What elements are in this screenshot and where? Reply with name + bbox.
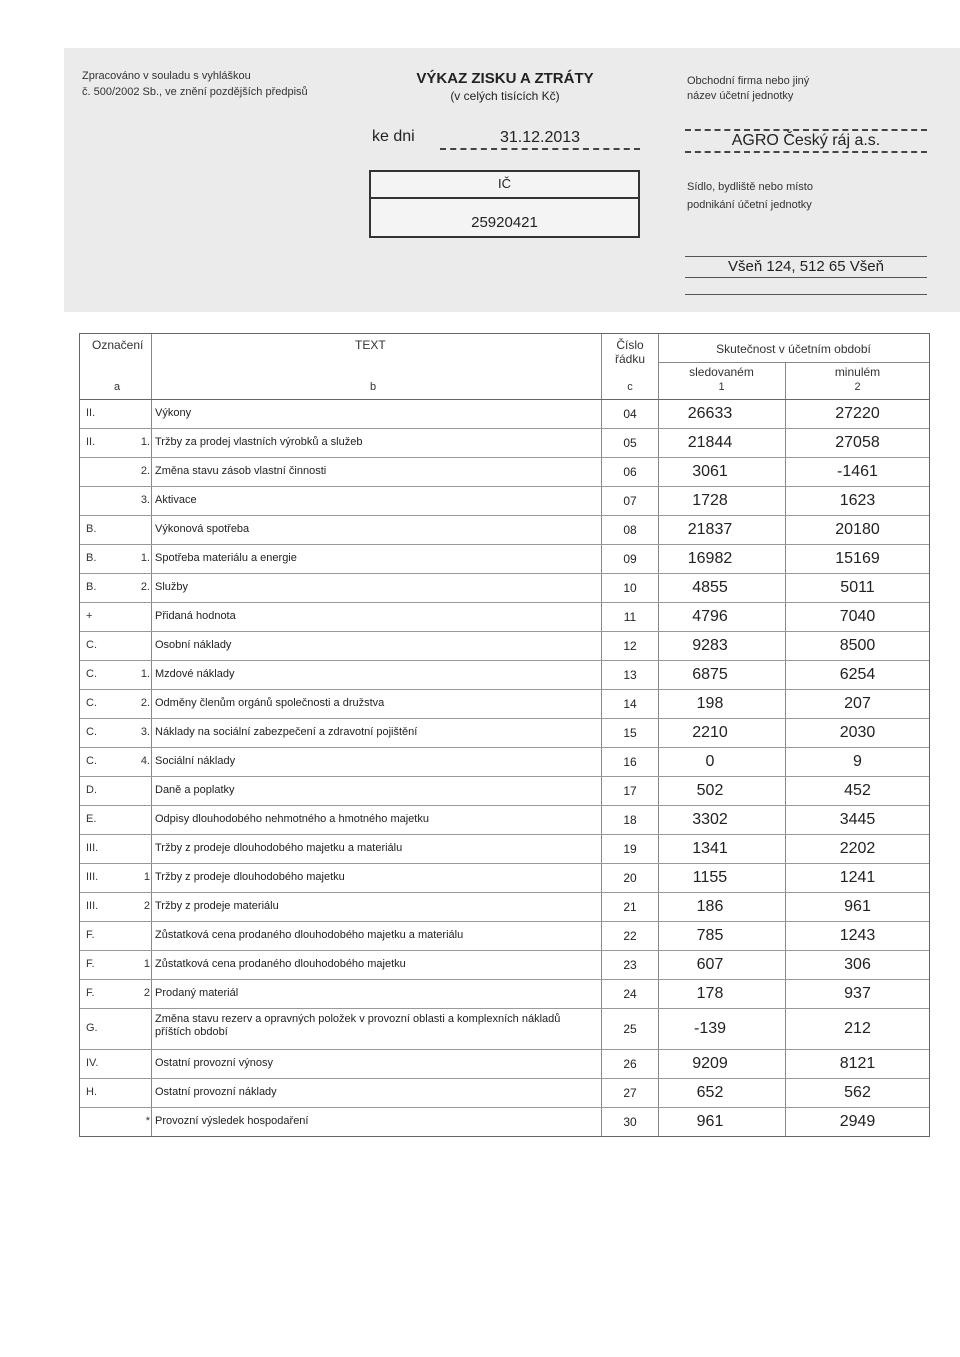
row-code-number: 2 [143,987,150,999]
legal-note [82,68,308,100]
col-header-sledovanem: sledovaném [689,365,754,379]
row-line-number: 27 [623,1086,637,1100]
table-row [80,574,929,603]
row-code-letter: F. [86,929,95,941]
row-code-number: 2. [140,581,150,593]
row-current-value: 16982 [687,550,733,567]
row-line-number: 11 [623,610,637,624]
row-line-number: 22 [623,929,637,943]
table-row [80,777,929,806]
row-code-number: 3. [140,726,150,738]
row-line-number: 05 [623,436,637,450]
row-code-letter: F. [86,958,95,970]
row-text: Tržby z prodeje materiálu [155,900,279,912]
row-current-value: 607 [696,956,724,973]
column-divider [151,574,152,602]
row-text: Daně a poplatky [155,784,235,796]
row-text: Změna stavu zásob vlastní činnosti [155,465,327,477]
row-code-letter: H. [86,1086,97,1098]
row-code-number: 1. [140,552,150,564]
row-previous-value: 5011 [840,579,875,596]
row-text: Prodaný materiál [155,987,239,999]
row-current-value: 0 [705,753,715,770]
firm-name-label-line1: Obchodní firma nebo jiný [687,75,810,87]
row-line-number: 07 [623,494,637,508]
column-divider [151,806,152,834]
row-text: Mzdové náklady [155,668,235,680]
row-code-letter: C. [86,755,97,767]
row-code-number: 2. [140,697,150,709]
income-statement-table [79,333,930,1137]
table-row [80,516,929,545]
row-code-letter: E. [86,813,97,825]
row-code-letter: II. [86,407,96,419]
row-code-number: 1 [143,958,150,970]
row-text: Aktivace [155,494,197,506]
column-divider [151,777,152,805]
row-code-letter: C. [86,639,97,651]
table-row [80,951,929,980]
column-divider [151,545,152,573]
table-row [80,545,929,574]
row-line-number: 25 [623,1022,637,1036]
row-line-number: 08 [623,523,637,537]
table-row [80,806,929,835]
column-divider [151,516,152,544]
row-previous-value: 9 [853,753,862,770]
table-row [80,835,929,864]
row-line-number: 09 [623,552,637,566]
row-text: Zůstatková cena prodaného dlouhodobého majetku [155,958,406,970]
row-text: Výkony [155,407,192,419]
firm-name-label-line2: název účetní jednotky [687,90,794,102]
row-current-value: 1155 [692,869,728,886]
legal-note-line2: č. 500/2002 Sb., ve znění pozdějších předpisů [82,86,308,98]
table-row [80,748,929,777]
row-text: Přidaná hodnota [155,610,236,622]
row-previous-value: 1241 [839,869,876,886]
row-text: Sociální náklady [155,755,236,767]
row-code-letter: D. [86,784,97,796]
row-previous-value: 937 [844,985,871,1002]
table-row [80,487,929,516]
header-divider [151,334,152,399]
ic-divider [371,197,638,199]
column-divider [151,603,152,631]
row-code-number: 2. [140,465,150,477]
row-previous-value: 27220 [835,405,880,422]
row-previous-value: 15169 [835,550,880,567]
seat-underline [685,294,927,295]
row-current-value: 186 [696,898,724,915]
date-label: ke dni [372,128,415,145]
row-text: Tržby z prodeje dlouhodobého majetku a materiálu [155,842,403,854]
row-current-value: 4796 [692,608,728,625]
row-current-value: 198 [696,695,724,712]
seat-label-line2: podnikání účetní jednotky [687,199,812,211]
row-text: Provozní výsledek hospodaření [155,1115,309,1127]
col-header-text: TEXT [355,338,386,352]
row-current-value: 26633 [687,405,733,422]
table-header [80,334,929,400]
row-text: Odpisy dlouhodobého nehmotného a hmotného majetku [155,813,429,825]
row-current-value: 3302 [692,811,728,828]
table-row [80,1009,929,1050]
row-current-value: 785 [696,927,724,944]
row-code-letter: F. [86,987,95,999]
column-divider [151,1009,152,1049]
col-header-cislo-line1: Číslo [616,338,644,352]
row-code-number: 1. [140,668,150,680]
row-previous-value: 961 [844,898,871,915]
table-row [80,893,929,922]
column-divider [151,1079,152,1107]
row-line-number: 16 [623,755,637,769]
col-header-cislo-line2: řádku [614,352,646,366]
row-previous-value: 6254 [839,666,876,683]
row-line-number: 30 [623,1115,637,1129]
column-divider [151,632,152,660]
table-row [80,400,929,429]
row-text: Výkonová spotřeba [155,523,250,535]
row-code-letter: C. [86,697,97,709]
row-text: Tržby z prodeje dlouhodobého majetku [155,871,345,883]
col-header-cislo [602,338,658,366]
row-previous-value: 1243 [839,927,876,944]
row-line-number: 21 [623,900,637,914]
row-previous-value: 1623 [839,492,876,509]
row-code-number: 1 [143,871,150,883]
row-code-letter: B. [86,523,97,535]
col-sub-b: b [370,381,377,393]
col-sub-2: 2 [854,381,861,393]
row-previous-value: 452 [844,782,871,799]
column-divider [151,661,152,689]
row-line-number: 20 [623,871,637,885]
row-previous-value: 2949 [839,1113,876,1130]
row-text: Odměny členům orgánů společnosti a družstva [155,697,385,709]
row-code-letter: B. [86,552,97,564]
row-line-number: 23 [623,958,637,972]
row-code-letter: III. [86,871,99,883]
row-previous-value: 306 [844,956,871,973]
report-subtitle: (v celých tisících Kč) [450,89,560,103]
table-row [80,661,929,690]
row-text: Změna stavu rezerv a opravných položek v provozní oblasti a komplexních nákladů příštích období [155,1013,561,1038]
col-header-skutecnost: Skutečnost v účetním období [716,342,871,356]
row-line-number: 12 [623,639,637,653]
report-title-block [380,70,630,103]
row-previous-value: 2030 [839,724,876,741]
row-previous-value: 3445 [839,811,876,828]
col-header-minulem: minulém [834,365,881,379]
col-header-oznaceni: Označení [92,338,144,352]
table-row [80,980,929,1009]
column-divider [151,487,152,515]
ic-value: 25920421 [471,214,538,231]
col-sub-1: 1 [718,381,725,393]
date-value: 31.12.2013 [440,129,640,150]
row-code-number: 2 [143,900,150,912]
row-previous-value: 8121 [839,1055,876,1072]
row-code-letter: II. [86,436,96,448]
column-divider [151,429,152,457]
table-row [80,922,929,951]
column-divider [151,864,152,892]
col-sub-c: c [627,381,633,393]
row-text: Náklady na sociální zabezpečení a zdravotní pojištění [155,726,418,738]
seat-label [687,178,813,214]
column-divider [151,400,152,428]
row-code-number: 1. [140,436,150,448]
table-row [80,864,929,893]
row-line-number: 10 [623,581,637,595]
row-previous-value: -1461 [837,463,878,480]
row-code-letter: C. [86,726,97,738]
column-divider [151,1108,152,1136]
row-code-number: 4. [140,755,150,767]
ic-box [369,170,640,238]
row-line-number: 18 [623,813,637,827]
row-current-value: 1728 [692,492,728,509]
row-current-value: 502 [696,782,724,799]
row-line-number: 13 [623,668,637,682]
table-row [80,719,929,748]
table-row [80,632,929,661]
row-code-number: 3. [140,494,150,506]
row-line-number: 15 [623,726,637,740]
row-previous-value: 7040 [839,608,876,625]
row-line-number: 06 [623,465,637,479]
row-current-value: 961 [696,1113,724,1130]
row-text: Spotřeba materiálu a energie [155,552,297,564]
row-code-letter: C. [86,668,97,680]
row-code-letter: + [86,610,93,622]
header-divider [658,362,929,363]
row-current-value: 4855 [692,579,728,596]
table-body [80,400,929,1136]
row-text: Osobní náklady [155,639,232,651]
row-current-value: 3061 [692,463,728,480]
table-row [80,690,929,719]
row-current-value: 2210 [692,724,728,741]
column-divider [151,690,152,718]
row-current-value: -139 [693,1020,727,1037]
row-text: Ostatní provozní náklady [155,1086,277,1098]
row-code-number: * [145,1115,150,1127]
row-text: Služby [155,581,189,593]
column-divider [151,458,152,486]
column-divider [151,719,152,747]
row-code-letter: III. [86,842,99,854]
row-text: Zůstatková cena prodaného dlouhodobého majetku a materiálu [155,929,464,941]
row-previous-value: 2202 [839,840,876,857]
row-text: Tržby za prodej vlastních výrobků a služeb [155,436,363,448]
row-current-value: 21844 [687,434,733,451]
row-previous-value: 27058 [835,434,880,451]
row-current-value: 9283 [692,637,728,654]
row-previous-value: 212 [844,1020,871,1037]
row-line-number: 04 [623,407,637,421]
table-row [80,458,929,487]
column-divider [151,893,152,921]
row-line-number: 24 [623,987,637,1001]
table-row [80,1108,929,1136]
row-line-number: 17 [623,784,637,798]
column-divider [151,1050,152,1078]
row-text: Ostatní provozní výnosy [155,1057,273,1069]
row-code-letter: IV. [86,1057,99,1069]
row-code-letter: III. [86,900,99,912]
row-current-value: 21837 [687,521,733,538]
column-divider [151,748,152,776]
firm-name-label [687,74,809,104]
seat-label-line1: Sídlo, bydliště nebo místo [687,181,813,193]
row-previous-value: 207 [844,695,871,712]
table-row [80,603,929,632]
row-code-letter: B. [86,581,97,593]
table-row [80,429,929,458]
row-line-number: 19 [623,842,637,856]
row-code-letter: G. [86,1022,98,1034]
row-current-value: 6875 [692,666,728,683]
column-divider [151,980,152,1008]
row-line-number: 26 [623,1057,637,1071]
col-sub-a: a [114,381,121,393]
legal-note-line1: Zpracováno v souladu s vyhláškou [82,70,251,82]
table-row [80,1079,929,1108]
row-current-value: 9209 [692,1055,728,1072]
seat-value: Všeň 124, 512 65 Všeň [685,256,927,278]
column-divider [151,922,152,950]
row-previous-value: 20180 [835,521,880,538]
column-divider [151,835,152,863]
row-previous-value: 8500 [839,637,876,654]
column-divider [151,951,152,979]
row-current-value: 178 [696,985,724,1002]
firm-name-value: AGRO Český ráj a.s. [685,129,927,153]
row-previous-value: 562 [844,1084,871,1101]
table-row [80,1050,929,1079]
ic-label: IČ [498,176,511,191]
report-title: VÝKAZ ZISKU A ZTRÁTY [416,70,594,87]
row-current-value: 1341 [692,840,728,857]
row-line-number: 14 [623,697,637,711]
row-current-value: 652 [696,1084,724,1101]
